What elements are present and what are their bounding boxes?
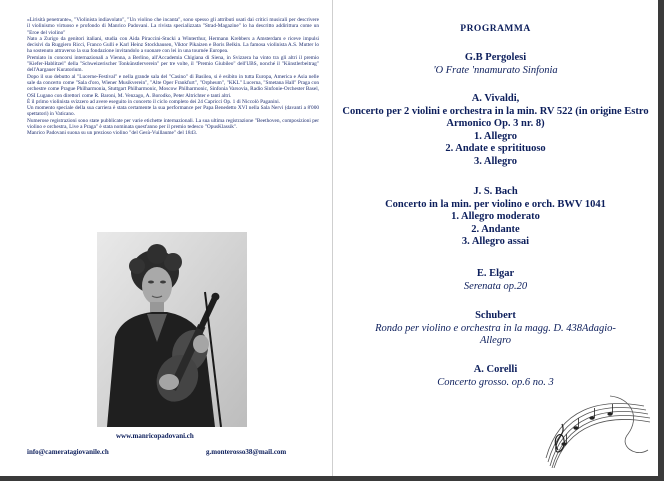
bio-paragraph: Dopo il suo debutto al "Lucerne-Festival" e nella grande sala del "Casino" di Basilea, si è esibito in tutta Europa, America e Asia nelle sale da concerto come "Sala d'oro, Wiener Musikverein", "Alte Oper Frankfurt", "Orpheum", "KKL" Lucerna, "Smetana Hall" Praga con orchestre come Prague Philharmonia, Stuttgart Philharmonic, Moscow Philharmonic, Sinfonia Varsovia, Radio Sinfonie-Orchester Basel, OSI Lugano con direttori come R. Baroni, M. Venzago, A. Borodko, Peter Altrichter e tanti altri. <box>27 73 319 99</box>
movement: 3. Allegro assai <box>461 236 530 247</box>
composer-name: A. Corelli <box>473 364 518 375</box>
work-title: Serenata op.20 <box>463 280 528 292</box>
program-piece-pergolesi <box>333 52 658 77</box>
bio-paragraph: È il primo violinista svizzero ad avere eseguito in concerto il ciclo completo dei 24 Capricci Op. 1 di Niccolò Paganini. <box>27 98 281 105</box>
bio-paragraph: Numerose registrazioni sono state pubblicate per varie etichette internazionali. La sua ultima registrazione "Beethoven, composizioni per violino e orchestra, Live a Praga" è stata nominata quest'anno per il premio tedesco "OpusKlassik". <box>27 117 319 131</box>
movement: 1. Allegro moderato <box>451 211 540 222</box>
program-piece-elgar <box>333 268 658 293</box>
composer-name: A. Vivaldi, <box>471 93 520 104</box>
composer-name: E. Elgar <box>476 268 515 279</box>
artist-biography <box>27 17 319 137</box>
composer-name: Schubert <box>475 310 516 321</box>
composer-name: G.B Pergolesi <box>464 52 527 63</box>
program-piece-bach <box>333 186 658 249</box>
movement: 2. Andate e spritituoso <box>445 143 546 154</box>
work-title: Rondo per violino e orchestra in la magg. D. 438Adagio-Allegro <box>375 322 616 346</box>
violinist-photo <box>97 232 247 427</box>
work-title: Concerto in la min. per violino e orch. BWV 1041 <box>385 198 606 210</box>
contact-email-camerata[interactable]: info@cameratagiovanile.ch <box>27 448 109 456</box>
movement: 2. Andante <box>471 223 520 235</box>
work-title: Concerto grosso. op.6 no. 3 <box>437 376 554 388</box>
page-edge-bottom <box>0 476 664 481</box>
program-heading: PROGRAMMA <box>460 24 531 34</box>
program-piece-vivaldi <box>333 93 658 168</box>
bio-paragraph: Nato a Zurigo da genitori italiani, studia con Aida Piraccini-Stucki a Winterthur, Hermann Krebbers a Amsterdam e riceve impulsi decisivi da Ruggiero Ricci, Franco Gulli e Karl Heinz Stockhausen, Viktor Pikaizen e Boris Belkin. La famosa violinista A.S. Mutter lo ha sostenuto attraverso la sua fondazione invitandolo a suonare con lei in una tournée Europea. <box>27 35 319 55</box>
bio-paragraph: Manrico Padovani suona su un prezioso violino "del Gesù-Vuillaume" del 1843. <box>27 130 198 137</box>
contact-email-monterosso[interactable]: g.monterosso38@mail.com <box>206 448 287 456</box>
page-edge-right <box>658 0 664 481</box>
bio-paragraph: Un momento speciale della sua carriera è stata certamente la sua performance per Papa Benedetto XVI nella Sala Nervi (davanti a 8'000 spettatori) in Vaticano. <box>27 105 319 118</box>
composer-name: J. S. Bach <box>473 186 518 197</box>
violinist-portrait-image <box>97 232 247 427</box>
program-piece-schubert <box>333 310 658 348</box>
bio-paragraph: Premiato in concorsi internazionali a Vienna, a Berlino, all'Accademia Chigiana di Siena, in Svizzera ha vinto tra gli altri il premio "Kiefer-Hablitzel" della "Schweizerischer Tonkünstlerverein" per tre volte, il "Premio Giubileo" dell'UBS, nonché il "Künstlerbeitrag" dell'Aargauer Kuratorium. <box>27 54 319 74</box>
movement: 1. Allegro <box>474 130 517 142</box>
work-title: 'O Frate 'nnamurato Sinfonia <box>433 64 558 76</box>
movement: 3. Allegro <box>474 155 517 167</box>
program-piece-corelli <box>333 364 658 389</box>
music-staff-swirl-icon <box>540 388 652 468</box>
work-title: Concerto per 2 violini e orchestra in la min. RV 522 (in origine Estro Armonico Op. 3 nr. 8) <box>342 105 649 129</box>
artist-website[interactable]: www.manricopadovani.ch <box>116 432 194 440</box>
bio-paragraph: «Lirisità penetrante», "Violinista indiavolato", "Un violino che incanta", sono spesso gli attributi usati dai critici musicali per descrivere il violinismo virtuoso e profondo di Manrico Padovani. La rivista specializzata "Strad-Magazine" lo ha descritto addirittura come un "Eroe del violino" <box>27 17 319 36</box>
